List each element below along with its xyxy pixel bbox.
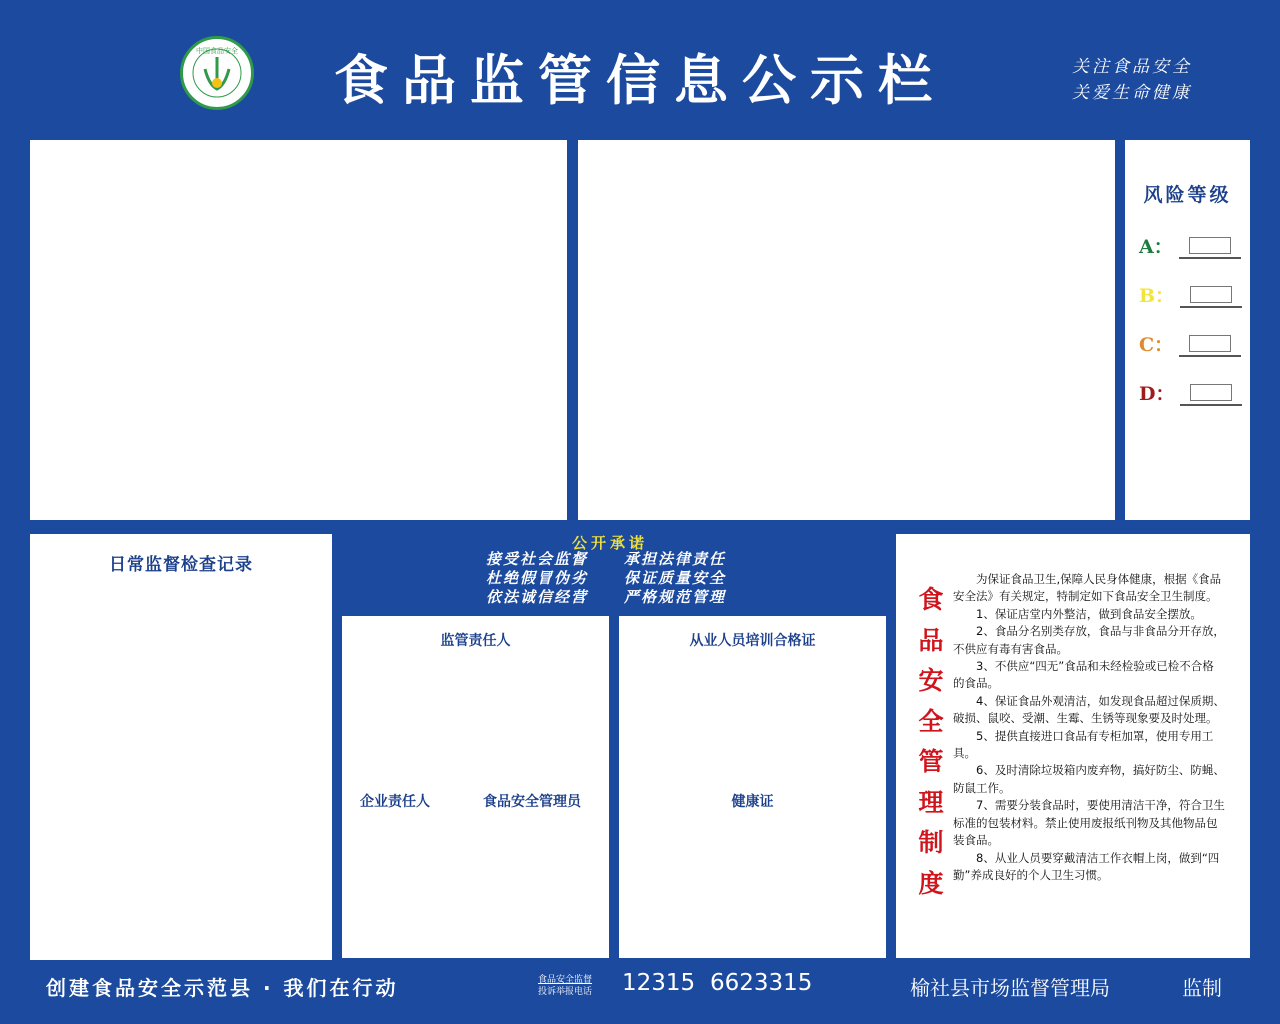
risk-level-title: 风险等级 [1143, 184, 1232, 206]
training-title: 从业人员培训合格证 [689, 633, 816, 649]
risk-level-b: B： [1139, 281, 1242, 308]
promise-title: 公开承诺 [571, 534, 648, 552]
risk-checkbox-d[interactable] [1190, 384, 1232, 401]
inspection-title: 日常监督检查记录 [109, 555, 253, 575]
inspection-record-panel [30, 534, 332, 960]
risk-level-a: A： [1139, 232, 1241, 259]
hotline-12315: 12315 [622, 970, 696, 996]
rules-text: 为保证食品卫生,保障人民身体健康，根据《食品安全法》有关规定，特制定如下食品安全卫生制度。 1、保证店堂内外整洁，做到食品安全摆放。 2、食品分名别类存放，食品与非食品分开存放，不供应有毒有害食品。 3、不供应“四无”食品和未经检验或已检不合格的食品。 4、保证食品外观清洁，如发现食品超过保质期、破损、鼠咬、受潮、生霉、生锈等现象要及时处理。 5、提供直接进口食品有专柜加罩，使用专用工具。 6、及时清除垃圾箱内废弃物，搞好防尘、防蝇、防鼠工作。 7、需要分装食品时，要使用清洁干净，符合卫生标准的包装材料。禁止使用废报纸刊物及其他物品包装食品。 8、从业人员要穿戴清洁工作衣帽上岗，做到“四勤”养成良好的个人卫生习惯。 [953, 572, 1225, 882]
risk-level-c: C： [1139, 330, 1241, 357]
risk-level-panel [1125, 140, 1250, 520]
risk-level-d: D： [1139, 379, 1242, 406]
food-safety-manager-label: 食品安全管理员 [483, 794, 581, 810]
supervisor-panel [342, 616, 609, 958]
display-panel-left [30, 140, 567, 520]
footer-slogan: 创建食品安全示范县 · 我们在行动 [46, 976, 399, 1000]
supervisor-title: 监管责任人 [440, 633, 511, 649]
risk-checkbox-c[interactable] [1189, 335, 1231, 352]
promise-left: 接受社会监督 杜绝假冒伪劣 依法诚信经营 [486, 550, 589, 606]
enterprise-responsible-label: 企业责任人 [360, 794, 430, 810]
supervise-label: 监制 [1182, 976, 1222, 1000]
training-certificate-panel [619, 616, 886, 958]
svg-text:中国食品安全: 中国食品安全 [196, 47, 238, 55]
risk-checkbox-b[interactable] [1190, 286, 1232, 303]
page-title: 食品监管信息公示栏 [334, 48, 946, 112]
chinese-food-safety-logo [180, 36, 254, 110]
promise-right: 承担法律责任 保证质量安全 严格规范管理 [624, 550, 727, 606]
slogan-2: 关爱生命健康 [1072, 83, 1192, 103]
hotline-label: 食品安全监督 投诉举报电话 [538, 975, 593, 997]
hotline-local: 6623315 [710, 970, 813, 996]
slogan-1: 关注食品安全 [1072, 57, 1192, 77]
authority-name: 榆社县市场监督管理局 [910, 976, 1110, 1000]
rules-vertical-title: 食品安全管理制度 [918, 585, 944, 898]
display-panel-middle [578, 140, 1115, 520]
health-certificate-label: 健康证 [731, 794, 774, 810]
risk-checkbox-a[interactable] [1189, 237, 1231, 254]
